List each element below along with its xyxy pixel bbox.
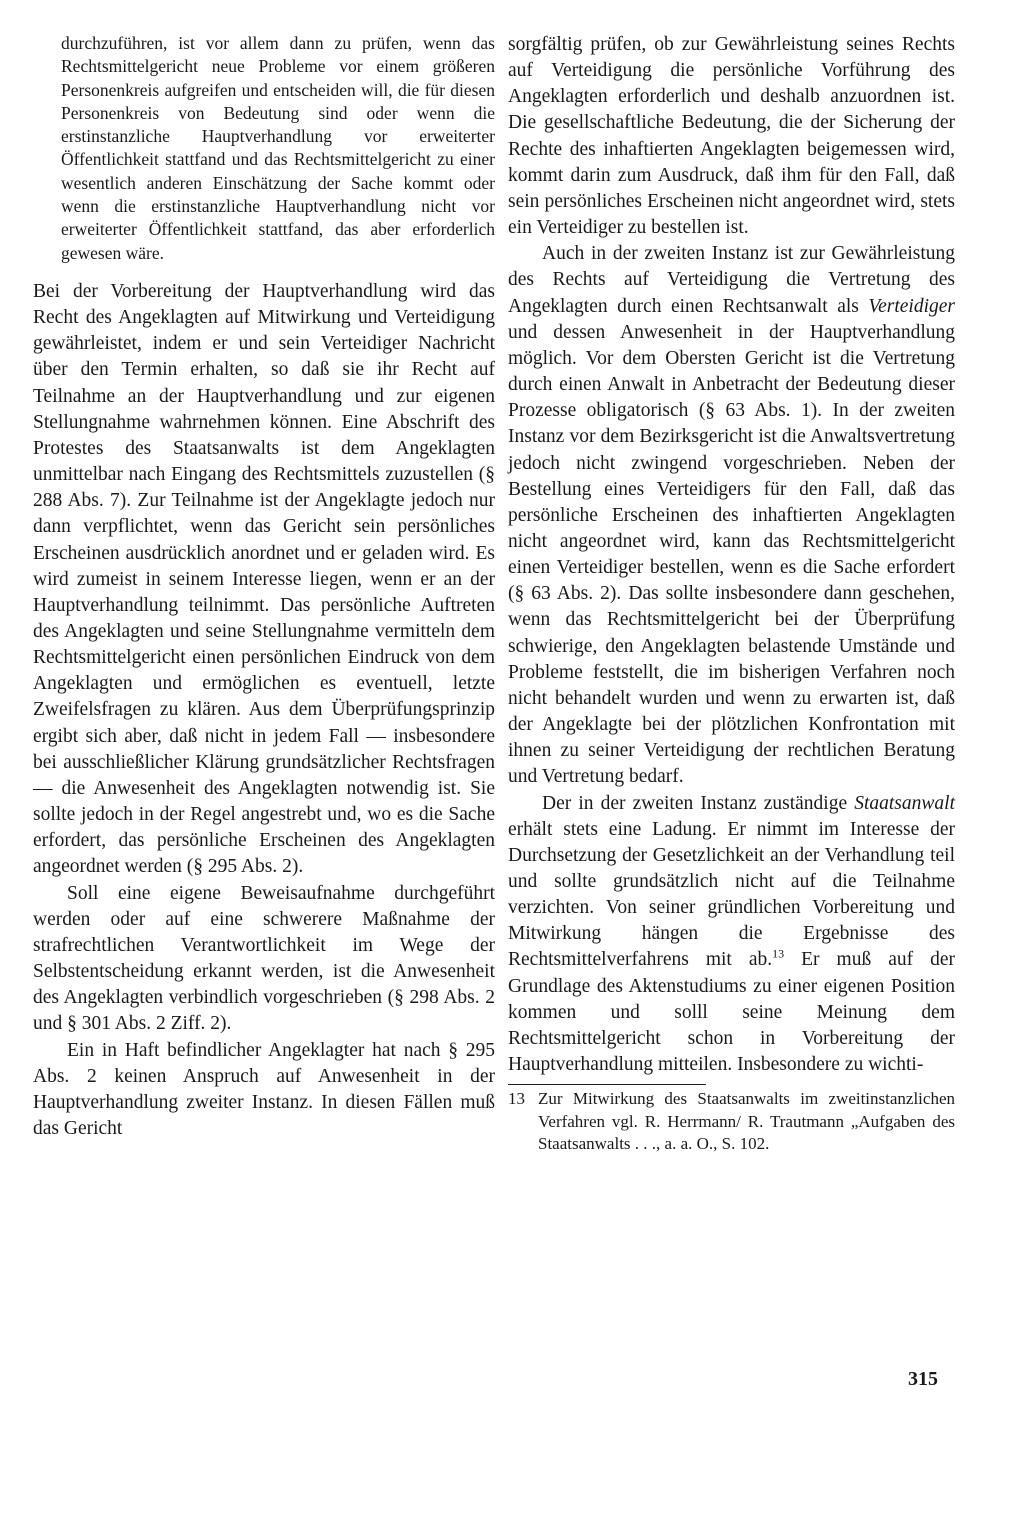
text-run: Auch in der zweiten Instanz ist zur Gewährleistung des Rechts auf Verteidigung die Vertretung des Angeklagten durch einen Rechtsanwalt als (508, 243, 955, 317)
right-column (508, 32, 955, 1156)
page-number: 315 (908, 1368, 938, 1390)
italic-term: Staatsanwalt (854, 792, 955, 814)
paragraph (508, 241, 955, 790)
footnote-divider (508, 1084, 706, 1085)
footnote (508, 1088, 955, 1156)
paragraph: Bei der Vorbereitung der Hauptverhandlung wird das Recht des Angeklagten auf Mitwirkung und Verteidigung gewährleistet, indem er und sein Verteidiger Nachricht über den Termin erhalten, so daß sie ihr Recht auf Teilnahme an der Hauptverhandlung und zur eigenen Stellungnahme wahrnehmen können. Eine Abschrift des Protestes des Staatsanwalts ist dem Angeklagten unmittelbar nach Eingang des Rechtsmittels zuzustellen (§ 288 Abs. 7). Zur Teilnahme ist der Angeklagte jedoch nur dann verpflichtet, wenn das Gericht sein persönliches Erscheinen ausdrücklich anordnet und er geladen wird. Es wird zumeist in seinem Interesse liegen, wenn er an der Hauptverhandlung teilnimmt. Das persönliche Auftreten des Angeklagten und seine Stellungnahme vermitteln dem Rechtsmittelgericht einen persönlichen Eindruck von dem Angeklagten und ermöglichen es eventuell, letzte Zweifelsfragen zu klären. Aus dem Überprüfungsprinzip ergibt sich aber, daß nicht in jedem Fall — insbesondere bei ausschließlicher Klärung grundsätzlicher Rechtsfragen — die Anwesenheit des Angeklagten notwendig ist. Sie sollte jedoch in der Regel angestrebt und, wo es die Sache erfordert, das persönliche Erscheinen des Angeklagten angeordnet werden (§ 295 Abs. 2). (33, 280, 495, 878)
paragraph: Soll eine eigene Beweisaufnahme durchgeführt werden oder auf eine schwerere Maßnahme der strafrechtlichen Verantwortlichkeit im Wege der Selbstentscheidung erkannt werden, ist die Anwesenheit des Angeklagten verbindlich vorgeschrieben (§ 298 Abs. 2 und § 301 Abs. 2 Ziff. 2). (33, 882, 495, 1035)
italic-term: Verteidiger (868, 295, 955, 317)
text-run: Der in der zweiten Instanz zuständige (542, 792, 855, 814)
footnote-text: Zur Mitwirkung des Staatsanwalts im zweitinstanzlichen Verfahren vgl. R. Herrmann/ R. Trautmann „Aufgaben des Staatsanwalts . . ., a. a. O., S. 102. (538, 1089, 955, 1154)
footnote-reference[interactable]: 13 (772, 946, 785, 961)
paragraph (508, 791, 955, 1079)
text-run: und dessen Anwesenheit in der Hauptverhandlung möglich. Vor dem Obersten Gericht ist die Vertretung durch einen Anwalt in Anbetracht der Bedeutung dieser Prozesse obligatorisch (§ 63 Abs. 1). In der zweiten Instanz vor dem Bezirksgericht ist die Anwaltsvertretung jedoch nicht zwingend vorgeschrieben. Neben der Bestellung eines Verteidigers für den Fall, daß das persönliche Erscheinen des inhaftierten Angeklagten nicht angeordnet wird, kann das Rechtsmittelgericht einen Verteidiger bestellen, wenn es die Sache erfordert (§ 63 Abs. 2). Das sollte insbesondere dann geschehen, wenn das Rechtsmittelgericht bei der Überprüfung schwierige, den Angeklagten belastende Umstände und Probleme feststellt, die im bisherigen Verfahren noch nicht behandelt wurden und wenn zu erwarten ist, daß der Angeklagte bei der plötzlichen Konfrontation mit ihnen zu seiner Verteidigung der rechtlichen Beratung und Vertretung bedarf. (508, 321, 955, 788)
paragraph: sorgfältig prüfen, ob zur Gewährleistung seines Rechts auf Verteidigung die persönliche Vorführung des Angeklagten erforderlich und deshalb anzuordnen ist. Die gesellschaftliche Bedeutung, die der Sicherung der Rechte des inhaftierten Angeklagten beigemessen wird, kommt darin zum Ausdruck, daß ihm für den Fall, daß sein persönliches Erscheinen nicht angeordnet wird, stets ein Verteidiger zu bestellen ist. (508, 34, 955, 239)
text-run: Er muß auf der Grundlage des Aktenstudiums zu einer eigenen Position kommen und solll seine Meinung dem Rechtsmittelgericht schon in Vorbereitung der Hauptverhandlung mitteilen. Insbesondere zu wichti- (508, 949, 956, 1076)
indented-quote: durchzuführen, ist vor allem dann zu prüfen, wenn das Rechtsmittelgericht neue Probleme vor einem größeren Personenkreis aufgreifen und entscheiden will, die für diesen Personenkreis von Bedeutung sind oder wenn die erstinstanzliche Hauptverhandlung vor erweiterter Öffentlichkeit stattfand und das Rechtsmittelgericht zu einer wesentlich anderen Einschätzung der Sache kommt oder wenn die erstinstanzliche Hauptverhandlung nicht vor erweiterter Öffentlichkeit stattfand, das aber erforderlich gewesen wäre. (61, 33, 495, 263)
paragraph: Ein in Haft befindlicher Angeklagter hat nach § 295 Abs. 2 keinen Anspruch auf Anwesenheit in der Hauptverhandlung zweiter Instanz. In diesen Fällen muß das Gericht (33, 1039, 495, 1139)
text-run: erhält stets eine Ladung. Er nimmt im Interesse der Durchsetzung der Gesetzlichkeit an der Verhandlung teil und sollte grundsätzlich nicht auf die Teilnahme verzichten. Von seiner gründlichen Vorbereitung und Mitwirkung hängen die Ergebnisse des Rechtsmittelverfahrens mit ab. (508, 818, 955, 971)
left-column (33, 32, 495, 1142)
footnote-number: 13 (508, 1089, 525, 1109)
